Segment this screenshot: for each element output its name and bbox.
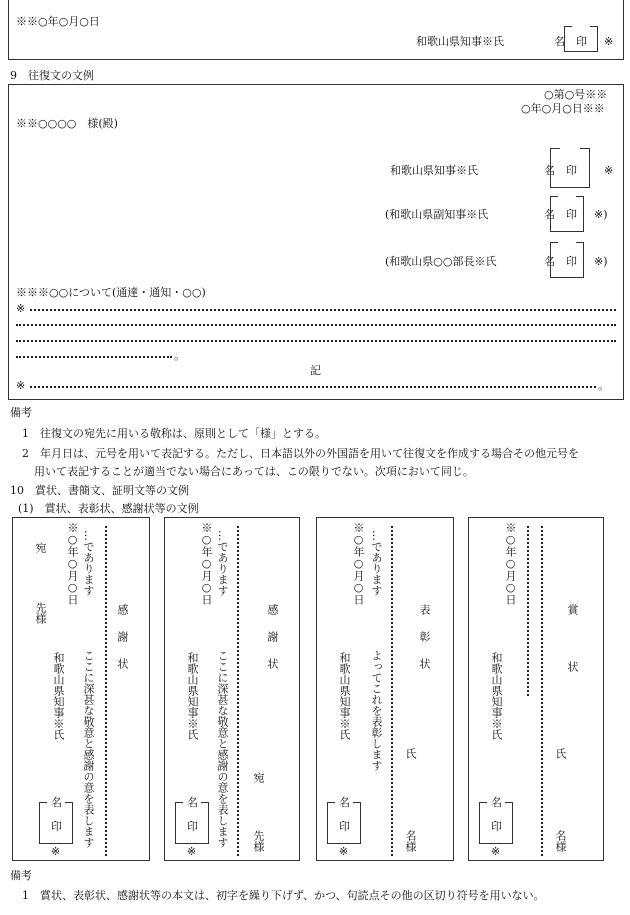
card-1-seal-a: 名 <box>51 796 62 809</box>
card-3-body2: よってこれを表彰します <box>370 650 383 771</box>
card-1 <box>12 517 150 861</box>
body-line-1 <box>30 309 616 311</box>
top-letter-box <box>8 0 624 60</box>
sender-vice-governor: (和歌山県副知事※氏 <box>385 208 489 221</box>
section10-heading: 10 賞状、書簡文、証明文等の文例 <box>10 484 189 497</box>
body-line-4 <box>16 356 172 358</box>
card-4-mark: ※ <box>491 845 501 858</box>
ki-end-period: 。 <box>598 379 609 392</box>
card-1-addr-a: 宛 <box>34 542 47 553</box>
card-3-seal-a: 名 <box>339 796 350 809</box>
card-2-addr-b: 先様 <box>252 830 265 852</box>
card-3-mark: ※ <box>339 845 349 858</box>
sender-department-head: (和歌山県○○部長※氏 <box>385 255 497 268</box>
card-4-governor: 和歌山県知事※氏 <box>490 652 503 740</box>
card-1-body2: ここに深甚な敬意と感謝の意を表します <box>82 650 95 848</box>
bikou2-item1: 1 賞状、表彰状、感謝状等の本文は、初字を繰り下げず、かつ、句読点その他の区切り符号を用いない。 <box>22 889 545 902</box>
body-line-3 <box>16 340 616 342</box>
mark-governor: ※ <box>604 164 614 177</box>
card-2-title: 感謝状 <box>266 604 279 685</box>
card-2-body1: …であります <box>216 530 229 596</box>
card-3-addr-b: 名様 <box>404 830 417 852</box>
card-2-dotline <box>237 526 239 856</box>
card-3-addr-a: 氏 <box>404 748 417 759</box>
top-sender: 和歌山県知事※氏 <box>416 35 504 48</box>
bikou1-title: 備考 <box>10 406 32 419</box>
letter-addressee: ※※○○○○ 様(殿) <box>16 117 118 130</box>
bikou1-item2b: 用いて表記することが適当でない場合にあっては、この限りでない。次項において同じ。 <box>34 465 474 478</box>
seal-department-head-text: 名 印 <box>544 255 577 268</box>
card-4-seal-a: 名 <box>491 796 502 809</box>
card-2-seal-a: 名 <box>187 796 198 809</box>
card-4 <box>468 517 604 861</box>
card-3 <box>316 517 454 861</box>
card-1-date: ※○年○月○日 <box>66 522 79 605</box>
card-1-addr-b: 先様 <box>34 602 47 624</box>
card-2-seal-b: 印 <box>187 820 198 833</box>
bikou2-title: 備考 <box>10 869 32 882</box>
card-4-seal-b: 印 <box>491 820 502 833</box>
letter-subject: ※※※○○について(通達・通知・○○) <box>16 286 206 299</box>
card-2-body2: ここに深甚な敬意と感謝の意を表します <box>216 650 229 848</box>
card-1-governor: 和歌山県知事※氏 <box>52 652 65 740</box>
seal-vice-governor-text: 名 印 <box>544 208 577 221</box>
card-1-body1: …であります <box>82 530 95 596</box>
mark-vice-governor: ※) <box>594 208 608 221</box>
section9-letter-box <box>8 84 624 400</box>
card-3-title: 表彰状 <box>418 604 431 685</box>
card-3-governor: 和歌山県知事※氏 <box>338 652 351 740</box>
card-4-dotline-short <box>527 526 529 696</box>
card-4-dotline-long <box>541 526 543 856</box>
ki-start-mark: ※ <box>16 379 26 392</box>
card-3-date: ※○年○月○日 <box>352 522 365 605</box>
card-2-date: ※○年○月○日 <box>200 522 213 605</box>
letter-date: ○年○月○日※※ <box>521 102 605 115</box>
top-mark: ※ <box>604 35 614 48</box>
bikou1-item2a: 2 年月日は、元号を用いて表記する。ただし、日本語以外の外国語を用いて往復文を作成する場合その他元号を <box>22 447 579 460</box>
card-1-dotline <box>105 526 107 856</box>
section10-subheading: (1) 賞状、表彰状、感謝状等の文例 <box>18 502 199 515</box>
bikou1-item1: 1 往復文の宛先に用いる敬称は、原則として「様」とする。 <box>22 427 326 440</box>
card-3-dotline <box>391 526 393 856</box>
body-line-2 <box>16 324 616 326</box>
card-2 <box>164 517 300 861</box>
card-1-mark: ※ <box>51 845 61 858</box>
card-4-addr-b: 名様 <box>554 830 567 852</box>
ki-line <box>30 386 596 388</box>
top-seal-text: 名 印 <box>554 35 587 48</box>
card-1-seal-b: 印 <box>51 820 62 833</box>
card-1-title: 感謝状 <box>116 604 129 685</box>
card-3-seal-b: 印 <box>339 820 350 833</box>
card-4-date: ※○年○月○日 <box>504 522 517 605</box>
mark-department-head: ※) <box>594 255 608 268</box>
card-2-mark: ※ <box>187 845 197 858</box>
seal-governor-text: 名 印 <box>544 164 577 177</box>
card-3-body1: …であります <box>370 530 383 596</box>
doc-number: ○第○号※※ <box>544 88 608 101</box>
card-4-title: 賞状 <box>566 604 579 718</box>
card-2-addr-a: 宛 <box>252 772 265 783</box>
section9-heading: 9 往復文の文例 <box>10 69 94 82</box>
body-start-mark: ※ <box>16 302 26 315</box>
card-4-addr-a: 氏 <box>554 748 567 759</box>
sender-governor: 和歌山県知事※氏 <box>390 164 478 177</box>
top-date: ※※○年○月○日 <box>16 15 100 28</box>
ki-label: 記 <box>310 364 321 377</box>
body-period: 。 <box>174 349 185 362</box>
card-2-governor: 和歌山県知事※氏 <box>186 652 199 740</box>
